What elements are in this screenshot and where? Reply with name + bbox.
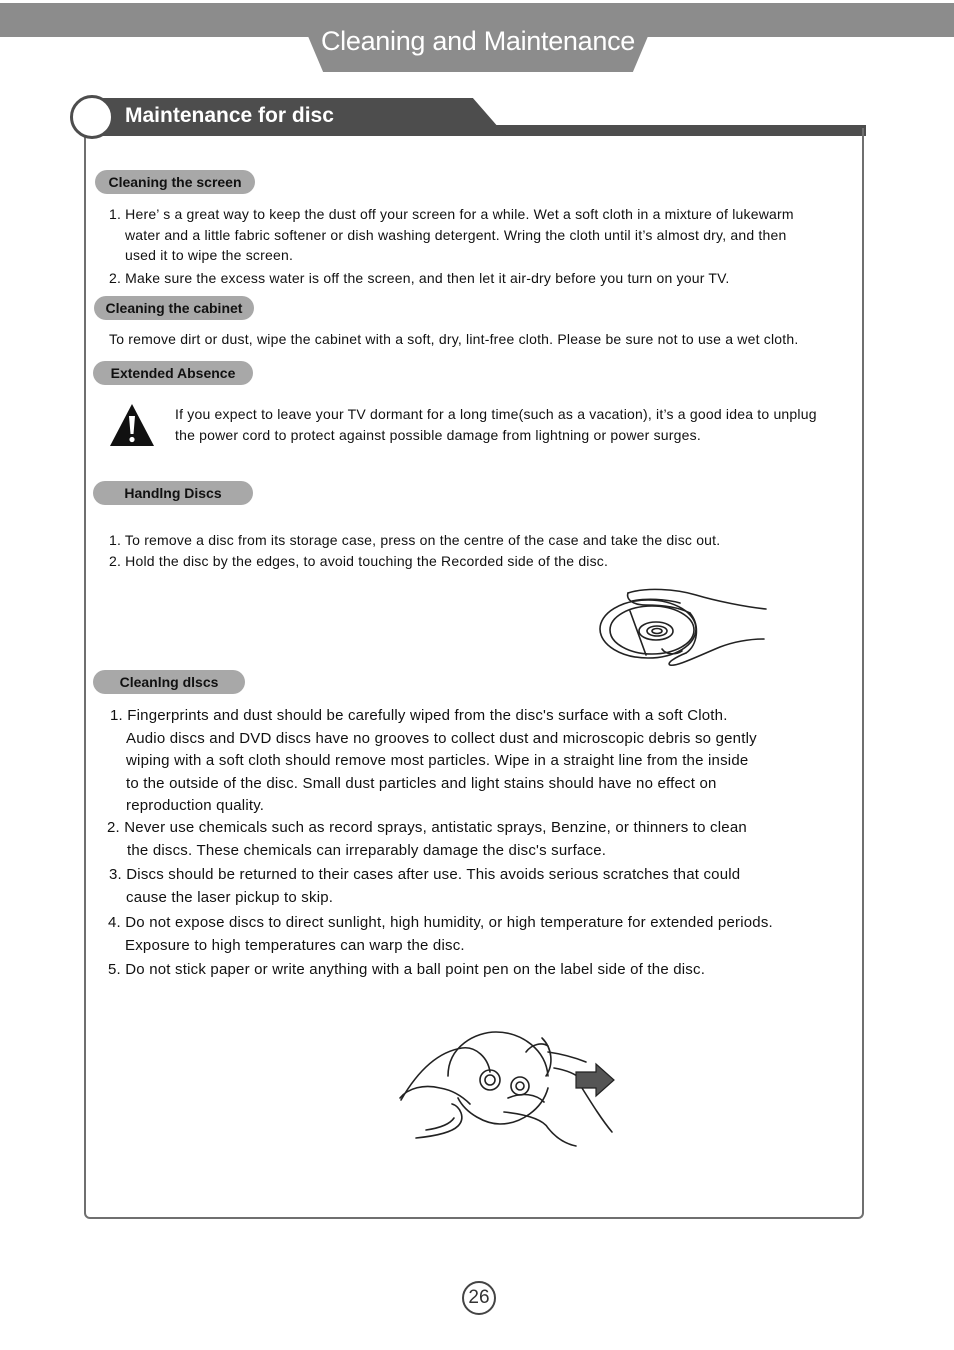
hands-wiping-disc-illustration	[396, 1028, 618, 1152]
cleaning-discs-item-1	[110, 705, 757, 818]
extended-absence-label: Extended Absence	[93, 361, 253, 385]
page-title: Cleaning and Maintenance	[320, 26, 636, 56]
text-line: 3. Discs should be returned to their cases after use. This avoids serious scratches that could	[109, 866, 741, 883]
text-line: If you expect to leave your TV dormant for a long time(such as a vacation), it’s a good idea to unplug	[175, 406, 817, 422]
cleaning-cabinet-label: Cleaning the cabinet	[94, 296, 254, 320]
text-line: used it to wipe the screen.	[125, 247, 294, 263]
warning-icon	[108, 402, 156, 448]
text-line: 4. Do not expose discs to direct sunlight, high humidity, or high temperature for extended periods.	[108, 914, 773, 931]
text-line: the power cord to protect against possible damage from lightning or power surges.	[175, 426, 701, 443]
text-line: 1. Fingerprints and dust should be carefully wiped from the disc's surface with a soft Cloth.	[110, 707, 728, 724]
text-line: 2. Never use chemicals such as record sprays, antistatic sprays, Benzine, or thinners to clean	[107, 819, 747, 836]
text-line: the discs. These chemicals can irreparably damage the disc's surface.	[127, 841, 607, 859]
cleaning-discs-item-4	[108, 912, 773, 957]
hand-holding-disc-illustration	[596, 583, 772, 669]
text-line: 1. Here’ s a great way to keep the dust off your screen for a while. Wet a soft cloth in a mixture of lukewarm	[109, 206, 794, 222]
text-line: Exposure to high temperatures can warp the disc.	[125, 936, 465, 954]
cleaning-cabinet-text: To remove dirt or dust, wipe the cabinet with a soft, dry, lint-free cloth. Please be sure not to use a wet cloth.	[109, 331, 799, 347]
cleaning-discs-label: Cleanlng dlscs	[93, 670, 245, 694]
page-number: 26	[462, 1281, 496, 1315]
cleaning-discs-item-2	[107, 817, 747, 862]
text-line: wiping with a soft cloth should remove most particles. Wipe in a straight line from the inside	[126, 752, 749, 769]
text-line: Audio discs and DVD discs have no grooves to collect dust and microscopic debris so gently	[126, 729, 757, 747]
text-line: reproduction quality.	[126, 797, 265, 814]
text-line: to the outside of the disc. Small dust particles and light stains should have no effect on	[126, 774, 717, 792]
handling-discs-label: Handlng Discs	[93, 481, 253, 505]
cleaning-screen-label: Cleaning the screen	[95, 170, 255, 194]
cleaning-discs-item-3	[109, 864, 740, 909]
text-line: cause the laser pickup to skip.	[126, 888, 334, 906]
text-line: water and a little fabric softener or dish washing detergent. Wring the cloth until it’s almost dry, and then	[125, 226, 787, 243]
section-title: Maintenance for disc	[125, 104, 334, 127]
cleaning-screen-item-1	[109, 204, 794, 266]
cleaning-screen-item-2: 2. Make sure the excess water is off the screen, and then let it air-dry before you turn on your TV.	[109, 270, 730, 286]
handling-discs-item-1: 1. To remove a disc from its storage case, press on the centre of the case and take the disc out.	[109, 532, 721, 548]
handling-discs-item-2: 2. Hold the disc by the edges, to avoid touching the Recorded side of the disc.	[109, 553, 609, 569]
section-circle-marker	[70, 95, 114, 139]
cleaning-discs-item-5: 5. Do not stick paper or write anything with a ball point pen on the label side of the disc.	[108, 961, 706, 978]
extended-absence-text	[175, 404, 817, 445]
